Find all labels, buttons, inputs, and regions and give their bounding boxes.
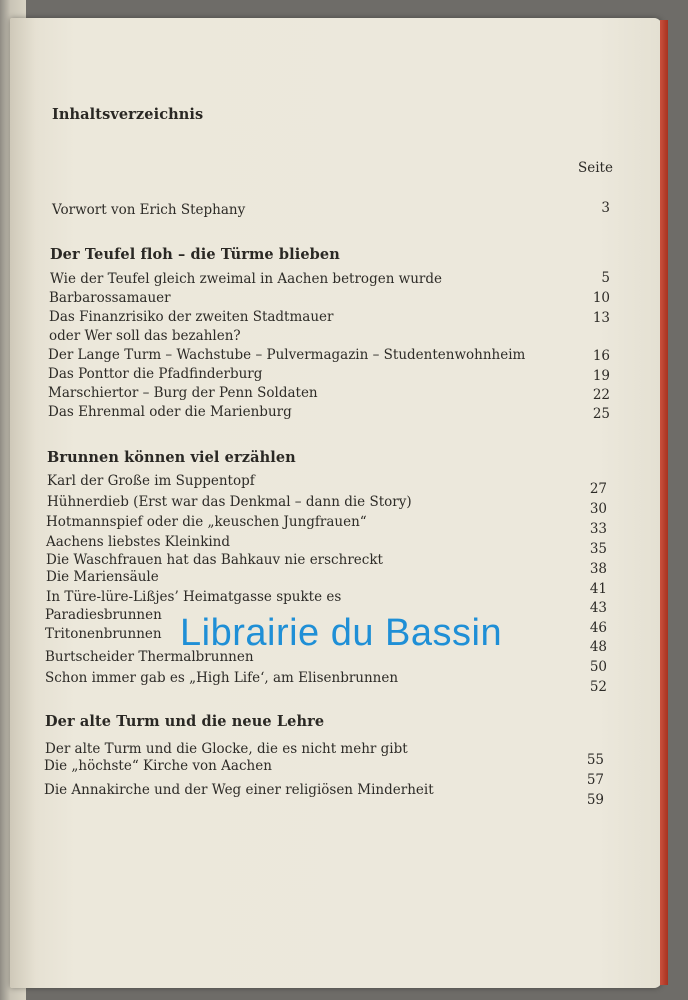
toc-entry: Aachens liebstes Kleinkind	[46, 534, 231, 550]
toc-entry: Hotmannspief oder die „keuschen Jungfrauen“	[46, 514, 367, 530]
toc-entry: Paradiesbrunnen	[45, 607, 162, 623]
red-page-edge	[660, 20, 668, 985]
page-title: Inhaltsverzeichnis	[52, 106, 204, 123]
toc-page-number: 19	[592, 368, 610, 384]
toc-page-number: 46	[589, 620, 607, 636]
section-heading: Brunnen können viel erzählen	[47, 449, 296, 466]
toc-page-number: 30	[589, 501, 607, 517]
watermark-text: Librairie du Bassin	[180, 612, 503, 654]
toc-page-number: 43	[589, 600, 607, 616]
toc-entry-foreword: Vorwort von Erich Stephany	[52, 202, 246, 218]
toc-entry: Die Annakirche und der Weg einer religiösen Minderheit	[44, 782, 434, 798]
toc-page-number: 25	[592, 406, 610, 422]
toc-entry: Der alte Turm und die Glocke, die es nicht mehr gibt	[45, 741, 408, 757]
toc-entry: Tritonenbrunnen	[45, 626, 162, 642]
toc-page-number: 41	[589, 581, 607, 597]
toc-page-number: 5	[601, 270, 610, 286]
toc-page-number: 3	[601, 200, 610, 216]
toc-page-number: 13	[592, 310, 610, 326]
toc-entry: Marschiertor – Burg der Penn Soldaten	[48, 385, 318, 401]
toc-page-number: 38	[589, 561, 607, 577]
toc-entry: In Türe-lüre-Lißjes’ Heimatgasse spukte es	[46, 589, 342, 605]
toc-entry: Barbarossamauer	[49, 290, 171, 306]
toc-entry: Der Lange Turm – Wachstube – Pulvermagazin – Studentenwohnheim	[48, 347, 526, 363]
toc-entry: Karl der Große im Suppentopf	[47, 473, 255, 489]
toc-entry: Das Ponttor die Pfadfinderburg	[48, 366, 263, 382]
toc-page-number: 35	[589, 541, 607, 557]
toc-entry: Hühnerdieb (Erst war das Denkmal – dann die Story)	[47, 494, 412, 510]
toc-page-number: 16	[592, 348, 610, 364]
toc-entry: Schon immer gab es „High Life‘, am Elisenbrunnen	[45, 670, 399, 686]
toc-page-number: 57	[586, 772, 604, 788]
toc-entry: Die „höchste“ Kirche von Aachen	[44, 758, 272, 774]
toc-page-number: 59	[586, 792, 604, 808]
section-heading: Der Teufel floh – die Türme blieben	[50, 246, 340, 263]
toc-entry: Das Finanzrisiko der zweiten Stadtmauer	[49, 309, 334, 325]
toc-page-number: 33	[589, 521, 607, 537]
toc-page-number: 10	[592, 290, 610, 306]
page-column-label: Seite	[578, 160, 613, 176]
toc-page-number: 50	[589, 659, 607, 675]
toc-entry: oder Wer soll das bezahlen?	[49, 328, 241, 344]
toc-page-number: 22	[592, 387, 610, 403]
toc-entry: Burtscheider Thermalbrunnen	[45, 649, 254, 665]
toc-page-number: 55	[586, 752, 604, 768]
toc-entry: Das Ehrenmal oder die Marienburg	[48, 404, 292, 420]
toc-entry: Die Waschfrauen hat das Bahkauv nie erschreckt	[46, 552, 383, 568]
toc-entry: Die Mariensäule	[46, 569, 159, 585]
section-heading: Der alte Turm und die neue Lehre	[45, 713, 325, 730]
toc-page-number: 27	[589, 481, 607, 497]
toc-page-number: 52	[589, 679, 607, 695]
toc-entry: Wie der Teufel gleich zweimal in Aachen betrogen wurde	[50, 271, 443, 287]
toc-page-number: 48	[589, 639, 607, 655]
